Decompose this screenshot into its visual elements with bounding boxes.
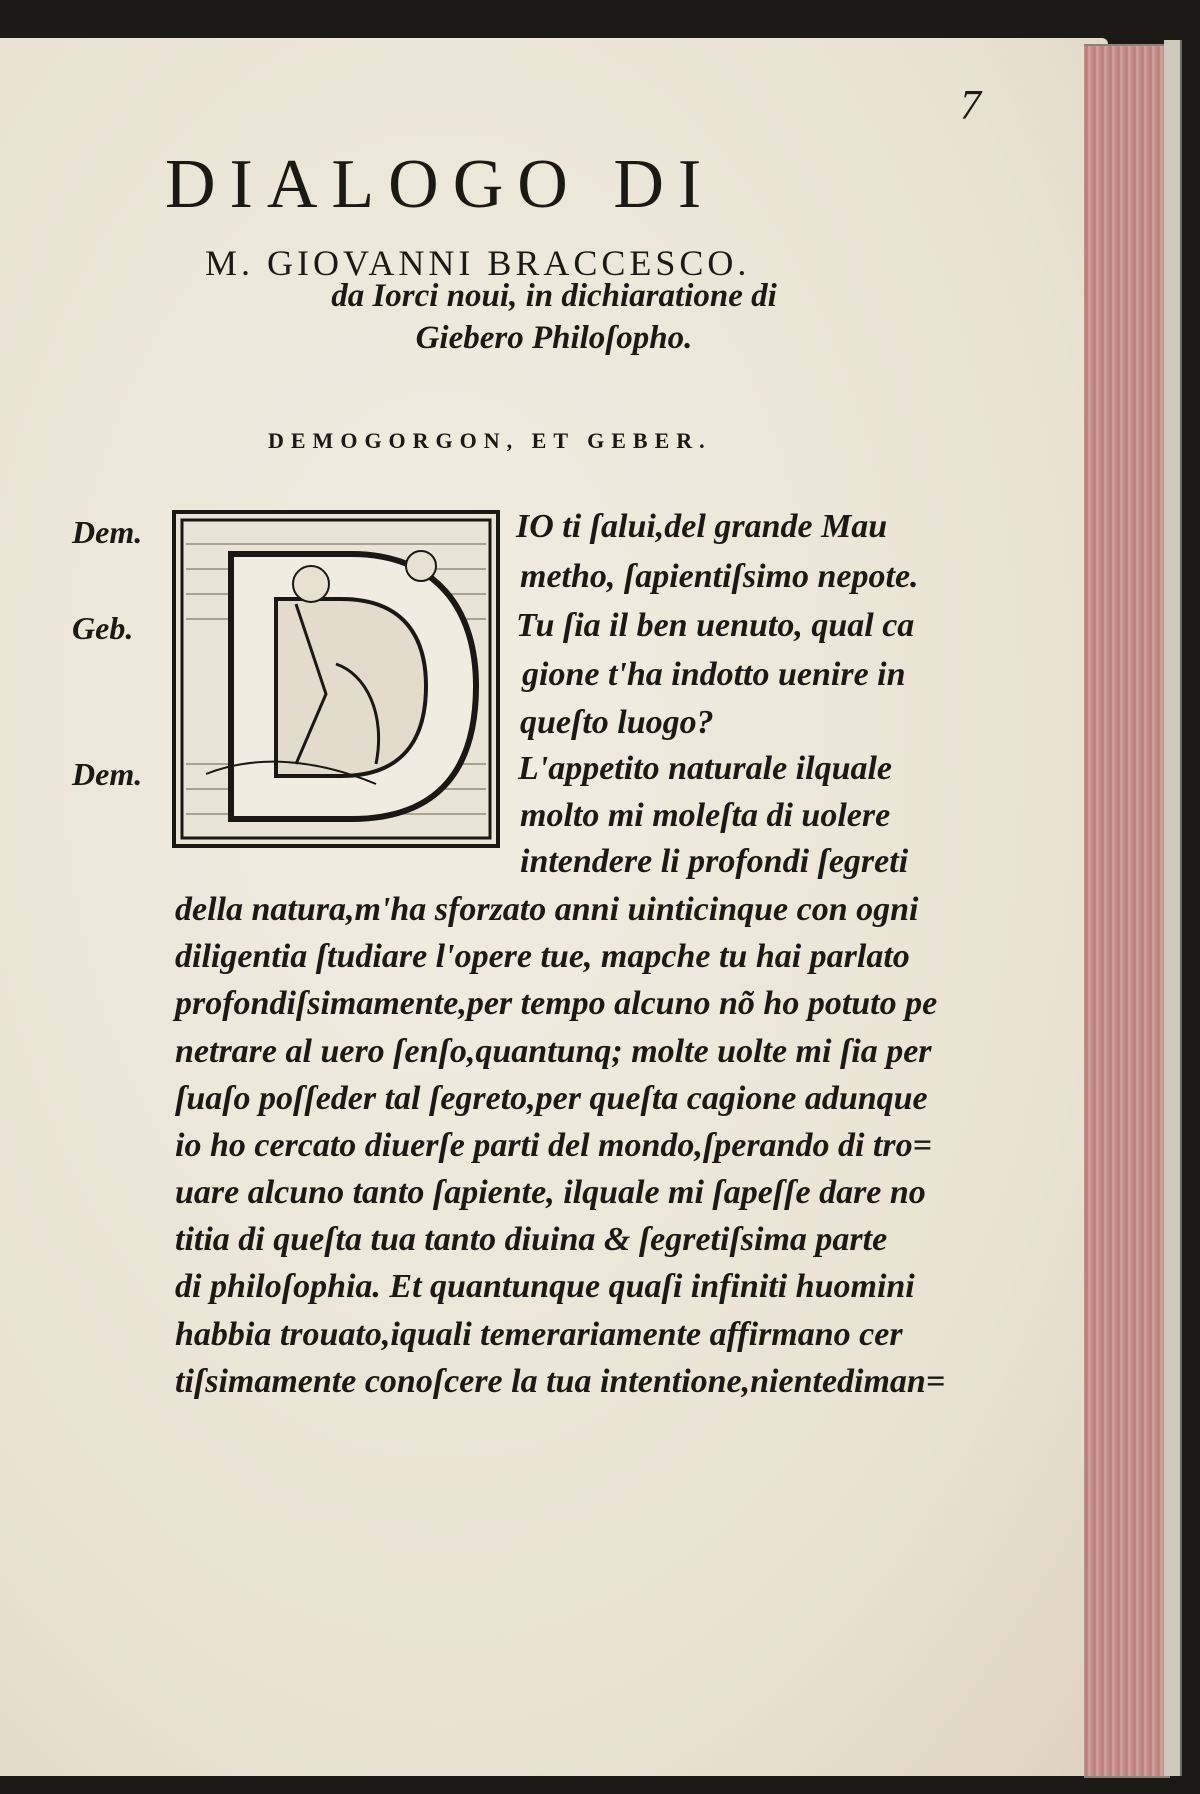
text-line: habbia trouato,iquali temerariamente affirmano cer	[175, 1316, 903, 1353]
text-line: titia di queſta tua tanto diuina & ſegretiſsima parte	[175, 1221, 888, 1258]
decorated-initial	[172, 510, 500, 848]
text-line: metho, ſapientiſsimo nepote.	[520, 558, 919, 595]
text-line: di philoſophia. Et quantunque quaſi infiniti huomini	[175, 1268, 915, 1305]
text-line: IO ti ſalui,del grande Mau	[516, 508, 888, 545]
folio-number: 7	[960, 83, 981, 129]
text-line: molto mi moleſta di uolere	[520, 797, 891, 834]
speaker-label: Geb.	[72, 610, 134, 646]
subtitle-line-2: Giebero Philoſopho.	[415, 320, 693, 356]
woodcut-illustration	[176, 514, 496, 844]
text-line: io ho cercato diuerſe parti del mondo,ſperando di tro=	[175, 1127, 932, 1164]
speaker-label: Dem.	[72, 514, 143, 550]
book-cover-edge	[1164, 40, 1182, 1776]
text-line: diligentia ſtudiare l'opere tue, mapche tu hai parlato	[175, 938, 910, 975]
text-line: tiſsimamente conoſcere la tua intentione,nientediman=	[175, 1363, 946, 1400]
text-line: gione t'ha indotto uenire in	[522, 656, 906, 693]
text-line: Tu ſia il ben uenuto, qual ca	[516, 607, 915, 644]
author-line: M. GIOVANNI BRACCESCO.	[205, 243, 751, 283]
text-line: profondiſsimamente,per tempo alcuno nõ ho potuto pe	[175, 985, 938, 1022]
speaker-label: Dem.	[72, 756, 143, 792]
interlocutors-heading: DEMOGORGON, ET GEBER.	[268, 428, 712, 453]
page-title: DIALOGO DI	[165, 146, 716, 223]
text-line: uare alcuno tanto ſapiente, ilquale mi ſapeſſe dare no	[175, 1174, 926, 1211]
text-line: queſto luogo?	[520, 704, 714, 741]
text-line: ſuaſo poſſeder tal ſegreto,per queſta cagione adunque	[175, 1080, 928, 1117]
text-line: della natura,m'ha sforzato anni uinticinque con ogni	[175, 891, 919, 928]
text-line: netrare al uero ſenſo,quantunq; molte uolte mi ſia per	[175, 1033, 932, 1070]
subtitle-line-1: da Iorci noui, in dichiaratione di	[331, 278, 777, 314]
text-line: intendere li profondi ſegreti	[520, 843, 909, 880]
text-line: L'appetito naturale ilquale	[518, 750, 893, 787]
